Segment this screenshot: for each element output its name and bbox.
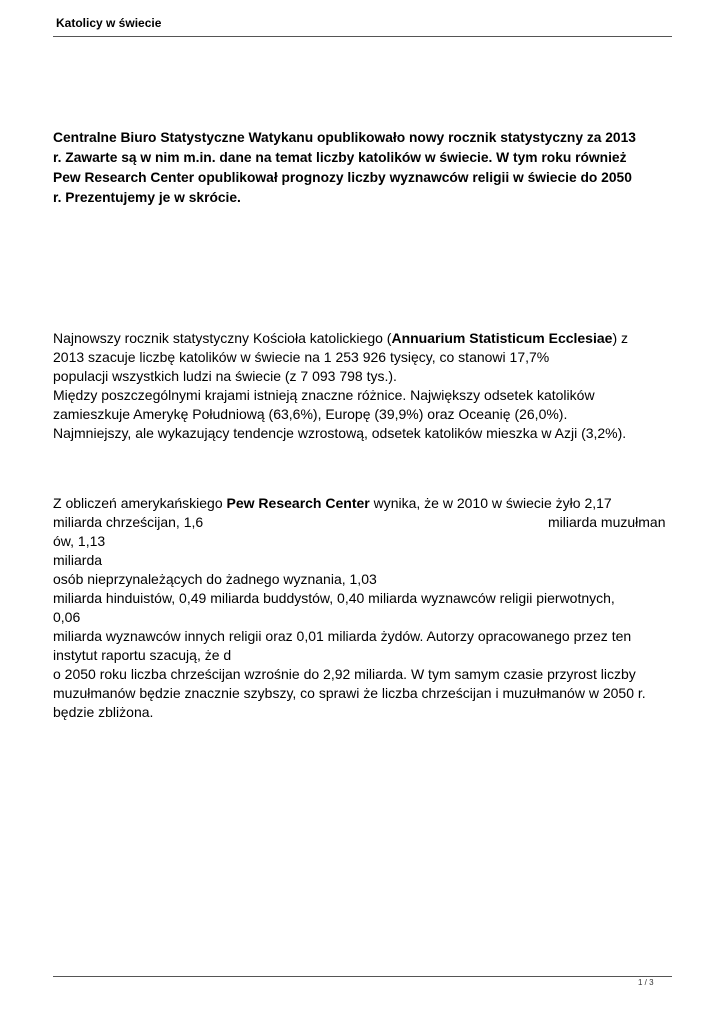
paragraph-line: miliarda wyznawców innych religii oraz 0,01 miliarda żydów. Autorzy opracowanego przez ten	[53, 628, 632, 644]
page-number: 1 / 3	[638, 978, 654, 987]
paragraph-line: osób nieprzynależących do żadnego wyznania, 1,03	[53, 571, 377, 587]
paragraph-line: Między poszczególnymi krajami istnieją znaczne różnice. Największy odsetek katolików	[53, 387, 595, 403]
footer-divider	[53, 976, 672, 977]
text-fragment: Najnowszy rocznik statystyczny Kościoła katolickiego (	[53, 330, 392, 346]
paragraph-line: miliarda	[53, 552, 103, 568]
paragraph-line: ów, 1,13	[53, 533, 106, 549]
paragraph-line	[53, 494, 683, 513]
paragraph-line: 0,06	[53, 609, 81, 625]
paragraph-line: muzułmanów będzie znacznie szybszy, co sprawi że liczba chrześcijan i muzułmanów w 2050 r.	[53, 685, 646, 701]
paragraph-line: populacji wszystkich ludzi na świecie (z 7 093 798 tys.).	[53, 368, 397, 384]
text-fragment: ) z	[612, 330, 628, 346]
paragraph-line	[53, 329, 683, 348]
paragraph-line: Najmniejszy, ale wykazujący tendencje wzrostową, odsetek katolików mieszka w Azji (3,2%).	[53, 425, 627, 441]
publication-title: Annuarium Statisticum Ecclesiae	[391, 330, 613, 346]
article-lead	[53, 128, 678, 208]
paragraph-pew-research	[53, 494, 683, 722]
paragraph-catholic-statistics	[53, 329, 683, 443]
text-fragment: wynika, że w 2010 w świecie żyło 2,17	[369, 495, 612, 511]
organization-name: Pew Research Center	[226, 495, 370, 511]
paragraph-line	[53, 513, 683, 532]
page-header-title: Katolicy w świecie	[56, 16, 162, 30]
paragraph-line: instytut raportu szacują, że d	[53, 647, 232, 663]
paragraph-line: będzie zbliżona.	[53, 704, 154, 720]
paragraph-line: o 2050 roku liczba chrześcijan wzrośnie do 2,92 miliarda. W tym samym czasie przyrost liczby	[53, 666, 636, 682]
text-fragment: Z obliczeń amerykańskiego	[53, 495, 227, 511]
paragraph-line: 2013 szacuje liczbę katolików w świecie na 1 253 926 tysięcy, co stanowi 17,7%	[53, 349, 550, 365]
lead-line: r. Prezentujemy je w skrócie.	[53, 190, 241, 205]
text-fragment: miliarda chrześcijan, 1,6	[53, 514, 204, 530]
lead-line: Pew Research Center opublikował prognozy liczby wyznawców religii w świecie do 2050	[53, 170, 632, 185]
lead-line: r. Zawarte są w nim m.in. dane na temat liczby katolików w świecie. W tym roku również	[53, 150, 627, 165]
header-divider	[53, 36, 672, 37]
lead-line: Centralne Biuro Statystyczne Watykanu opublikowało nowy rocznik statystyczny za 2013	[53, 130, 636, 145]
paragraph-line: zamieszkuje Amerykę Południową (63,6%), Europę (39,9%) oraz Oceanię (26,0%).	[53, 406, 568, 422]
text-fragment: miliarda muzułman	[548, 514, 666, 530]
paragraph-line: miliarda hinduistów, 0,49 miliarda buddystów, 0,40 miliarda wyznawców religii pierwotnych,	[53, 590, 615, 606]
